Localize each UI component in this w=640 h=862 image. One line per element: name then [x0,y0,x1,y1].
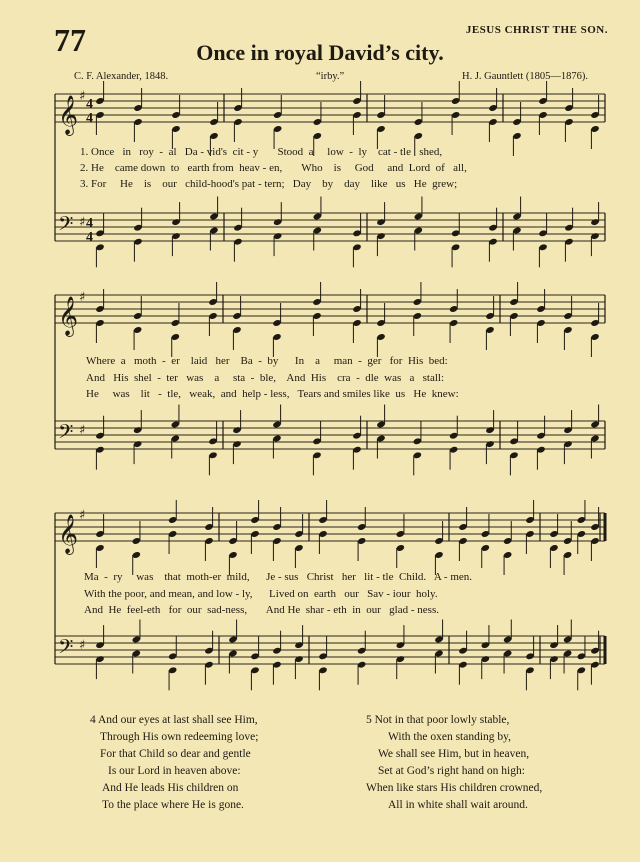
verse-line: Set at God’s right hand on high: [378,765,525,777]
verse-line: All in white shall wait around. [388,799,528,811]
sharp-icon: ♯ [79,215,86,230]
composer-credit: H. J. Gauntlett (1805—1876). [462,71,588,82]
verse-line: For that Child so dear and gentle [100,748,251,760]
bass-clef-icon: 𝄢 [58,420,74,448]
lyric-line: Where a moth - er laid her Ba - by In a man - ger for His bed: [86,355,448,367]
lyric-line: Ma - ry was that moth-er mild, Je - sus Christ her lit - tle Child. A - men. [84,571,473,583]
verse-line: We shall see Him, but in heaven, [378,748,530,760]
verse-line: 5 Not in that poor lowly stable, [366,714,510,726]
lyric-line: He was lit - tle, weak, and help - less, Tears and smiles like us He knew: [86,388,459,400]
lyric-line: And His shel - ter was a sta - ble, And His cra - dle was a stall: [86,372,445,384]
tune-name: “irby.” [316,71,345,82]
lyric-line: 1. Once in roy - al Da - vid's cit - y Stood a low - ly cat - tle shed, [80,146,443,158]
treble-clef-icon: 𝄞 [58,95,79,135]
lyric-line: 2. He came down to earth from heav - en, Who is God and Lord of all, [80,162,467,174]
bass-clef-icon: 𝄢 [58,635,74,663]
verse-4 [90,712,258,814]
author-credit: C. F. Alexander, 1848. [74,71,169,82]
treble-clef-icon: 𝄞 [58,296,79,336]
lyric-line: With the poor, and mean, and low - ly, Lived on earth our Sav - iour holy. [84,588,438,600]
time-signature: 4 [86,230,93,245]
verse-line: When like stars His children crowned, [366,782,543,794]
treble-clef-icon: 𝄞 [58,514,79,554]
hymn-number: 77 [54,22,86,58]
verse-5 [366,712,542,814]
verse-line: And He leads His children on [102,782,239,794]
verse-line: With the oxen standing by, [388,731,512,743]
lyric-line: 3. For He is our child-hood's pat - tern; Day by day like us He grew; [80,178,458,190]
lyric-line: And He feel-eth for our sad-ness, And He shar - eth in our glad - ness. [84,604,439,616]
sharp-icon: ♯ [79,89,86,104]
bass-clef-icon: 𝄢 [58,212,74,240]
sharp-icon: ♯ [79,290,86,305]
verse-line: To the place where He is gone. [102,799,244,811]
sharp-icon: ♯ [79,638,86,653]
verse-line: 4 And our eyes at last shall see Him, [90,714,258,726]
sharp-icon: ♯ [79,508,86,523]
sharp-icon: ♯ [79,423,86,438]
hymn-title: Once in royal David’s city. [196,40,444,65]
section-title: JESUS CHRIST THE SON. [465,24,608,36]
verse-line: Through His own redeeming love; [100,731,259,743]
time-signature: 4 [86,111,93,126]
time-signature: 4 [86,97,93,112]
verse-line: Is our Lord in heaven above: [108,765,241,777]
time-signature: 4 [86,216,93,231]
